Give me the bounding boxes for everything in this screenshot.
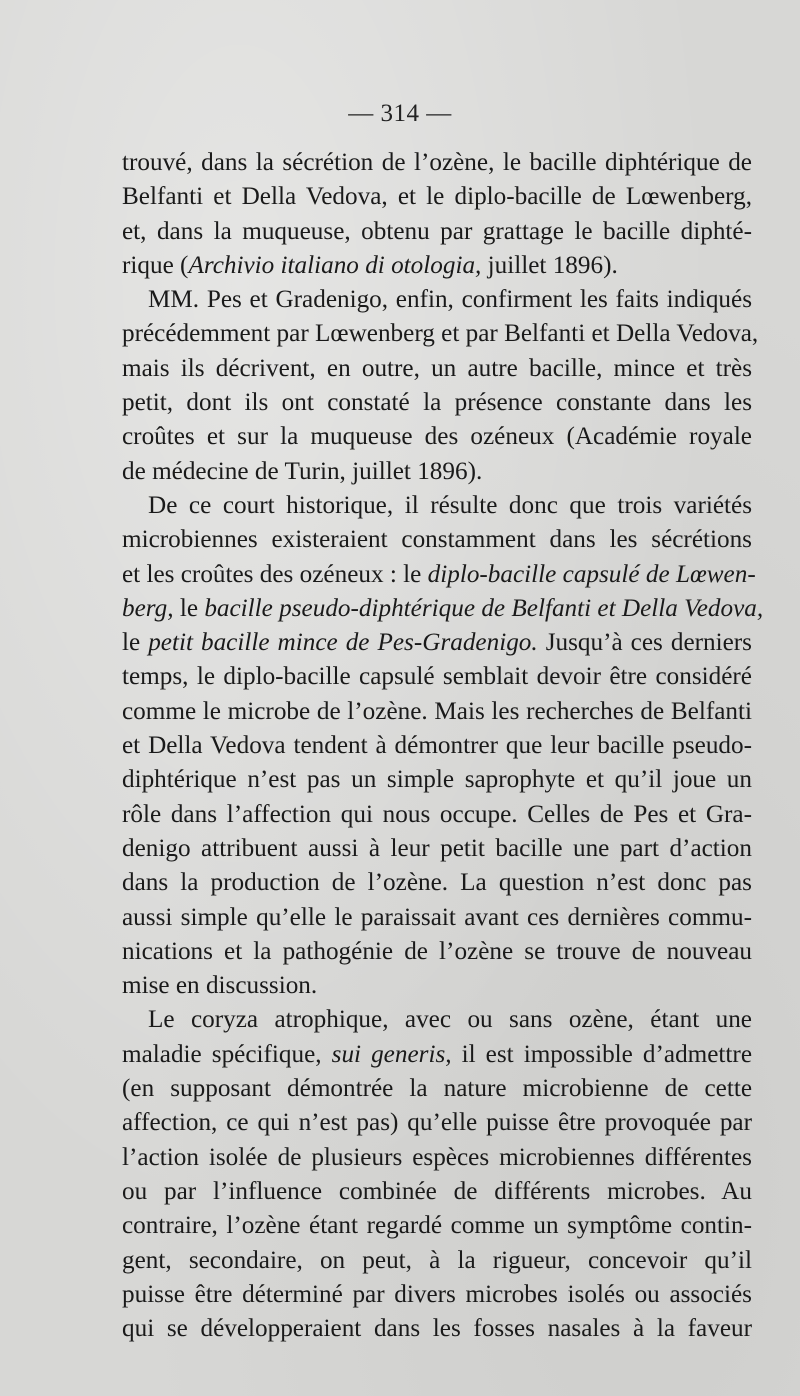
italic-text: sui generis, (331, 1040, 452, 1068)
text-segment: juillet 1896). (481, 251, 618, 279)
text-line (122, 523, 752, 557)
italic-text: berg, (122, 594, 174, 622)
text-line (122, 832, 752, 866)
text-segment: aussi simple qu’elle le paraissait avant ces dernières commu- (122, 903, 752, 931)
text-segment: croûtes et sur la muqueuse des ozéneux (Académie royale (122, 423, 752, 451)
italic-text: bacille pseudo-diphtérique de Belfanti et Della Vedova, (204, 594, 764, 622)
text-segment: MM. Pes et Gradenigo, enfin, confirment les faits indiqués (148, 286, 752, 314)
text-segment: mise en discussion. (122, 972, 318, 1000)
text-segment: mais ils décrivent, en outre, un autre bacille, mince et très (122, 354, 752, 382)
page-number: — 314 — (348, 100, 452, 127)
text-line (122, 1209, 752, 1243)
text-line (122, 1175, 752, 1209)
text-line (122, 798, 752, 832)
text-line (122, 420, 752, 454)
text-segment: temps, le diplo-bacille capsulé semblait devoir être considéré (122, 663, 752, 691)
text-segment: petit, dont ils ont constaté la présence constante dans les (122, 389, 752, 417)
text-line (122, 592, 764, 626)
text-segment: il est impossible d’admettre (451, 1040, 752, 1068)
text-segment: l’action isolée de plusieurs espèces microbiennes différentes (122, 1143, 752, 1171)
text-line (122, 489, 752, 523)
text-line (122, 1038, 752, 1072)
text-line (122, 935, 752, 969)
text-segment: microbiennes existeraient constamment dans les sécrétions (122, 526, 752, 554)
text-line (122, 1244, 752, 1278)
text-line (122, 1072, 752, 1106)
text-segment: Jusqu’à ces derniers (537, 629, 752, 657)
text-segment: affection, ce qui n’est pas) qu’elle puisse être provoquée par (122, 1109, 752, 1137)
text-segment: gent, secondaire, on peut, à la rigueur, concevoir qu’il (122, 1246, 752, 1274)
text-line (122, 249, 752, 283)
text-segment: rôle dans l’affection qui nous occupe. Celles de Pes et Gra- (122, 800, 752, 828)
text-line (122, 558, 756, 592)
text-line (122, 180, 752, 214)
text-segment: Le coryza atrophique, avec ou sans ozène, étant une (148, 1006, 752, 1034)
text-segment: contraire, l’ozène étant regardé comme un symptôme contin- (122, 1212, 752, 1240)
text-line (122, 866, 752, 900)
text-line (122, 626, 752, 660)
text-line (122, 455, 752, 489)
text-line (122, 1141, 752, 1175)
text-segment: et les croûtes des ozéneux : le (122, 560, 428, 588)
text-line (122, 386, 752, 420)
text-segment: Belfanti et Della Vedova, et le diplo-bacille de Lœwenberg, (122, 183, 752, 211)
text-line (122, 215, 752, 249)
text-segment: précédemment par Lœwenberg et par Belfanti et Della Vedova, (122, 320, 759, 348)
italic-text: Archivio italiano di otologia, (188, 251, 482, 279)
text-segment: rique ( (122, 251, 189, 279)
text-segment: le (122, 629, 149, 657)
text-line (122, 1312, 752, 1346)
text-segment: dans la production de l’ozène. La question n’est donc pas (122, 869, 752, 897)
text-segment: De ce court historique, il résulte donc que trois variétés (148, 491, 752, 519)
text-line (122, 1278, 752, 1312)
text-line (122, 729, 752, 763)
text-segment: (en supposant démontrée la nature microbienne de cette (122, 1075, 752, 1103)
text-line (122, 283, 752, 317)
text-segment: nications et la pathogénie de l’ozène se trouve de nouveau (122, 937, 752, 965)
text-line (122, 969, 752, 1003)
text-segment: qui se développeraient dans les fosses nasales à la faveur (122, 1315, 752, 1343)
text-line (122, 1106, 752, 1140)
text-segment: et Della Vedova tendent à démontrer que leur bacille pseudo- (122, 732, 752, 760)
text-line (122, 660, 752, 694)
text-line (122, 317, 759, 351)
text-line (122, 695, 752, 729)
italic-text: petit bacille mince de Pes-Gradenigo. (148, 629, 538, 657)
text-line (122, 146, 752, 180)
text-line (122, 1003, 752, 1037)
text-segment: le (173, 594, 205, 622)
text-line (122, 352, 752, 386)
text-segment: comme le microbe de l’ozène. Mais les recherches de Belfanti (122, 697, 752, 725)
text-segment: puisse être déterminé par divers microbes isolés ou associés (122, 1280, 752, 1308)
text-segment: et, dans la muqueuse, obtenu par grattage le bacille diphté- (122, 217, 752, 245)
italic-text: diplo-bacille capsulé de Lœwen- (427, 560, 756, 588)
body-text (122, 146, 764, 1346)
text-segment: de médecine de Turin, juillet 1896). (122, 457, 483, 485)
text-segment: diphtérique n’est pas un simple saprophyte et qu’il joue un (122, 766, 752, 794)
text-segment: ou par l’influence combinée de différents microbes. Au (122, 1177, 752, 1205)
text-segment: trouvé, dans la sécrétion de l’ozène, le bacille diphtérique de (122, 149, 752, 176)
text-line (122, 763, 752, 797)
text-line (122, 901, 752, 935)
text-segment: denigo attribuent aussi à leur petit bacille une part d’action (122, 834, 752, 862)
text-segment: maladie spécifique, (122, 1040, 332, 1068)
